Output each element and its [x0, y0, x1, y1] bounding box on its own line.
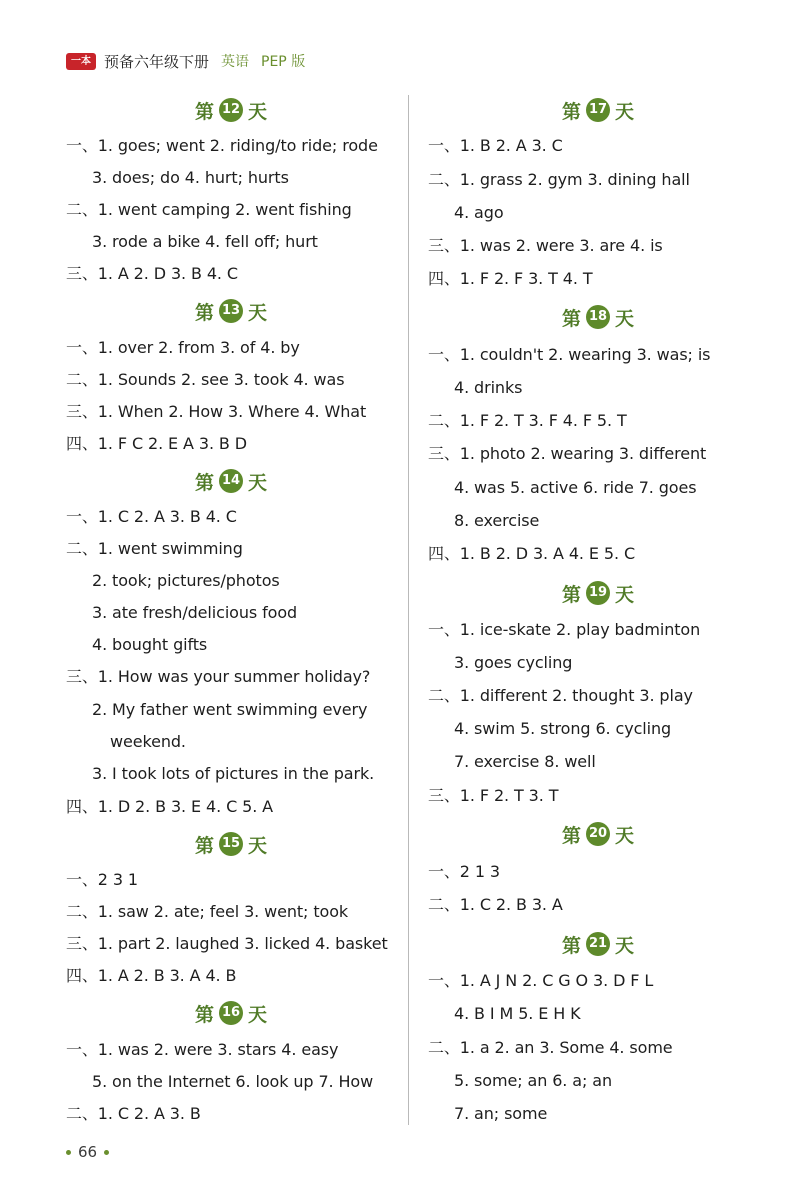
day-heading-prefix: 第 [561, 934, 581, 957]
brand-logo: 一本 [66, 53, 96, 70]
column-divider [408, 95, 409, 1125]
answer-line: 8. exercise [454, 511, 540, 530]
answer-line: 二、1. grass 2. gym 3. dining hall [428, 170, 690, 189]
answer-line: 一、1. A J N 2. C G O 3. D F L [428, 971, 654, 990]
day-heading-prefix: 第 [194, 834, 214, 857]
day-heading [428, 95, 768, 125]
answer-line: 二、1. C 2. B 3. A [428, 895, 563, 914]
day-heading [66, 296, 396, 326]
day-heading-prefix: 第 [561, 307, 581, 330]
answer-line: 3. does; do 4. hurt; hurts [92, 168, 289, 187]
day-heading-suffix: 天 [248, 834, 268, 857]
day-heading-prefix: 第 [194, 1003, 214, 1026]
page-footer [66, 1143, 116, 1161]
day-heading-suffix: 天 [248, 100, 268, 123]
answer-line: weekend. [110, 732, 186, 751]
footer-dot-icon [104, 1150, 109, 1155]
day-heading-prefix: 第 [194, 471, 214, 494]
day-number-badge: 18 [586, 305, 610, 329]
answer-line: 二、1. went swimming [66, 539, 243, 558]
day-heading-suffix: 天 [248, 301, 268, 324]
day-heading [428, 302, 768, 332]
answer-line: 三、1. How was your summer holiday? [66, 667, 371, 686]
answer-line: 4. ago [454, 203, 504, 222]
answer-line: 5. some; an 6. a; an [454, 1071, 612, 1090]
day-number-badge: 20 [586, 822, 610, 846]
answer-line: 三、1. When 2. How 3. Where 4. What [66, 402, 367, 421]
day-number-badge: 21 [586, 932, 610, 956]
day-heading [66, 95, 396, 125]
answer-line: 二、1. saw 2. ate; feel 3. went; took [66, 902, 349, 921]
answer-line: 一、1. couldn't 2. wearing 3. was; is [428, 345, 711, 364]
answer-line: 四、1. B 2. D 3. A 4. E 5. C [428, 544, 636, 563]
answer-line: 三、1. F 2. T 3. T [428, 786, 559, 805]
day-heading-suffix: 天 [615, 307, 635, 330]
day-heading-prefix: 第 [561, 583, 581, 606]
day-number-badge: 14 [219, 469, 243, 493]
answer-line: 四、1. F C 2. E A 3. B D [66, 434, 248, 453]
answer-line: 7. exercise 8. well [454, 752, 596, 771]
answer-line: 一、1. over 2. from 3. of 4. by [66, 338, 300, 357]
day-number-badge: 12 [219, 98, 243, 122]
day-heading-suffix: 天 [615, 824, 635, 847]
book-title: 预备六年级下册 [104, 52, 210, 71]
answer-line: 一、1. B 2. A 3. C [428, 136, 563, 155]
page-header [66, 50, 305, 72]
day-heading [66, 829, 396, 859]
day-number-badge: 19 [586, 581, 610, 605]
answer-line: 一、2 3 1 [66, 870, 139, 889]
day-heading [428, 578, 768, 608]
answer-line: 3. goes cycling [454, 653, 573, 672]
answer-line: 三、1. photo 2. wearing 3. different [428, 444, 707, 463]
day-heading-suffix: 天 [248, 471, 268, 494]
day-number-badge: 13 [219, 299, 243, 323]
answer-line: 4. bought gifts [92, 635, 208, 654]
day-heading-suffix: 天 [615, 100, 635, 123]
footer-dot-icon [66, 1150, 71, 1155]
answer-line: 5. on the Internet 6. look up 7. How [92, 1072, 374, 1091]
answer-line: 二、1. different 2. thought 3. play [428, 686, 693, 705]
answer-line: 一、1. C 2. A 3. B 4. C [66, 507, 237, 526]
answer-line: 四、1. F 2. F 3. T 4. T [428, 269, 593, 288]
answer-line: 4. drinks [454, 378, 523, 397]
day-heading-prefix: 第 [561, 824, 581, 847]
day-heading [428, 819, 768, 849]
day-number-badge: 16 [219, 1001, 243, 1025]
day-heading-suffix: 天 [615, 934, 635, 957]
answer-line: 四、1. A 2. B 3. A 4. B [66, 966, 237, 985]
day-heading-prefix: 第 [194, 301, 214, 324]
day-heading [66, 998, 396, 1028]
answer-line: 3. ate fresh/delicious food [92, 603, 298, 622]
day-heading-prefix: 第 [561, 100, 581, 123]
answer-line: 4. swim 5. strong 6. cycling [454, 719, 672, 738]
answer-line: 一、2 1 3 [428, 862, 501, 881]
answer-line: 一、1. ice-skate 2. play badminton [428, 620, 701, 639]
answer-line: 三、1. A 2. D 3. B 4. C [66, 264, 238, 283]
answer-line: 一、1. was 2. were 3. stars 4. easy [66, 1040, 339, 1059]
answer-line: 3. I took lots of pictures in the park. [92, 764, 375, 783]
day-heading-suffix: 天 [615, 583, 635, 606]
answer-line: 四、1. D 2. B 3. E 4. C 5. A [66, 797, 274, 816]
answer-line: 三、1. part 2. laughed 3. licked 4. basket [66, 934, 388, 953]
answer-line: 2. took; pictures/photos [92, 571, 280, 590]
day-number-badge: 15 [219, 832, 243, 856]
answer-line: 4. was 5. active 6. ride 7. goes [454, 478, 697, 497]
answer-line: 一、1. goes; went 2. riding/to ride; rode [66, 136, 378, 155]
answer-line: 二、1. went camping 2. went fishing [66, 200, 352, 219]
answer-line: 二、1. C 2. A 3. B [66, 1104, 201, 1123]
day-heading-prefix: 第 [194, 100, 214, 123]
day-number-badge: 17 [586, 98, 610, 122]
answer-line: 二、1. a 2. an 3. Some 4. some [428, 1038, 673, 1057]
answer-line: 三、1. was 2. were 3. are 4. is [428, 236, 663, 255]
answer-line: 4. B I M 5. E H K [454, 1004, 581, 1023]
answer-line: 7. an; some [454, 1104, 548, 1123]
day-heading-suffix: 天 [248, 1003, 268, 1026]
answer-line: 2. My father went swimming every [92, 700, 368, 719]
subject-label: 英语 [221, 54, 250, 70]
answer-line: 二、1. F 2. T 3. F 4. F 5. T [428, 411, 627, 430]
answer-line: 3. rode a bike 4. fell off; hurt [92, 232, 318, 251]
edition-label: PEP 版 [261, 54, 306, 70]
day-heading [66, 466, 396, 496]
answer-line: 二、1. Sounds 2. see 3. took 4. was [66, 370, 345, 389]
page-number: 66 [78, 1143, 98, 1161]
day-heading [428, 929, 768, 959]
